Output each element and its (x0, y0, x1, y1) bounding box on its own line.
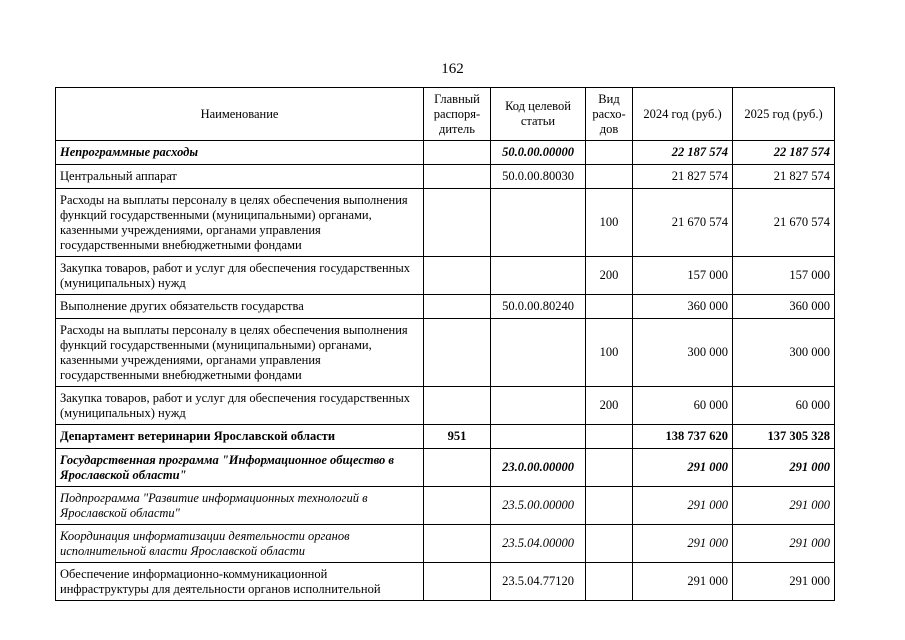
table-row (56, 487, 835, 525)
row-code: 23.5.04.77120 (491, 563, 586, 601)
row-type (586, 525, 633, 563)
row-type (586, 295, 633, 319)
row-2024: 360 000 (633, 295, 733, 319)
row-2024: 157 000 (633, 257, 733, 295)
row-2025: 157 000 (733, 257, 835, 295)
row-manager (424, 295, 491, 319)
row-2025: 291 000 (733, 525, 835, 563)
row-type: 100 (586, 189, 633, 257)
row-2024: 291 000 (633, 563, 733, 601)
row-code (491, 257, 586, 295)
row-2024: 291 000 (633, 487, 733, 525)
table-row (56, 387, 835, 425)
row-2025: 291 000 (733, 563, 835, 601)
header-2025: 2025 год (руб.) (733, 88, 835, 141)
row-type (586, 141, 633, 165)
row-name: Закупка товаров, работ и услуг для обеспечения государственных (муниципальных) нужд (56, 257, 424, 295)
row-name: Обеспечение информационно-коммуникационной инфраструктуры для деятельности органов исполнительной (56, 563, 424, 601)
row-name: Непрограммные расходы (56, 141, 424, 165)
row-type (586, 487, 633, 525)
table-row (56, 189, 835, 257)
row-manager (424, 449, 491, 487)
row-manager (424, 319, 491, 387)
row-code: 23.0.00.00000 (491, 449, 586, 487)
row-code: 50.0.00.00000 (491, 141, 586, 165)
row-name: Центральный аппарат (56, 165, 424, 189)
row-manager (424, 387, 491, 425)
row-manager (424, 257, 491, 295)
row-manager (424, 165, 491, 189)
row-name: Закупка товаров, работ и услуг для обеспечения государственных (муниципальных) нужд (56, 387, 424, 425)
row-2025: 360 000 (733, 295, 835, 319)
row-name: Департамент ветеринарии Ярославской области (56, 425, 424, 449)
header-name: Наименование (56, 88, 424, 141)
row-2024: 21 827 574 (633, 165, 733, 189)
row-code (491, 425, 586, 449)
row-name: Государственная программа "Информационное общество в Ярославской области" (56, 449, 424, 487)
row-2025: 21 827 574 (733, 165, 835, 189)
row-2025: 300 000 (733, 319, 835, 387)
row-2024: 291 000 (633, 525, 733, 563)
row-2024: 291 000 (633, 449, 733, 487)
row-manager (424, 189, 491, 257)
row-code (491, 387, 586, 425)
row-2024: 60 000 (633, 387, 733, 425)
row-2024: 300 000 (633, 319, 733, 387)
row-type (586, 425, 633, 449)
header-2024: 2024 год (руб.) (633, 88, 733, 141)
row-type: 200 (586, 257, 633, 295)
header-code: Код целевой статьи (491, 88, 586, 141)
row-2025: 291 000 (733, 449, 835, 487)
row-2025: 60 000 (733, 387, 835, 425)
header-type: Вид расхо-дов (586, 88, 633, 141)
table-row (56, 525, 835, 563)
row-code: 23.5.04.00000 (491, 525, 586, 563)
row-name: Подпрограмма "Развитие информационных технологий в Ярославской области" (56, 487, 424, 525)
row-type: 200 (586, 387, 633, 425)
row-2025: 291 000 (733, 487, 835, 525)
row-manager (424, 525, 491, 563)
row-type (586, 449, 633, 487)
table-row (56, 257, 835, 295)
budget-table (55, 87, 835, 601)
row-name: Выполнение других обязательств государства (56, 295, 424, 319)
row-manager: 951 (424, 425, 491, 449)
table-row (56, 295, 835, 319)
row-2025: 21 670 574 (733, 189, 835, 257)
row-code (491, 189, 586, 257)
table-row (56, 141, 835, 165)
row-manager (424, 487, 491, 525)
table-row (56, 449, 835, 487)
table-row (56, 425, 835, 449)
row-type (586, 563, 633, 601)
row-code: 50.0.00.80030 (491, 165, 586, 189)
row-name: Координация информатизации деятельности органов исполнительной власти Ярославской области (56, 525, 424, 563)
row-2025: 22 187 574 (733, 141, 835, 165)
table-row (56, 165, 835, 189)
row-type (586, 165, 633, 189)
row-manager (424, 563, 491, 601)
row-code (491, 319, 586, 387)
row-name: Расходы на выплаты персоналу в целях обеспечения выполнения функций государственными (муниципальными) органами, казенными учреждениями, органами управления государственными внебюджетными фондами (56, 319, 424, 387)
row-name: Расходы на выплаты персоналу в целях обеспечения выполнения функций государственными (муниципальными) органами, казенными учреждениями, органами управления государственными внебюджетными фондами (56, 189, 424, 257)
row-2024: 21 670 574 (633, 189, 733, 257)
table-row (56, 319, 835, 387)
row-code: 50.0.00.80240 (491, 295, 586, 319)
row-type: 100 (586, 319, 633, 387)
row-2024: 22 187 574 (633, 141, 733, 165)
row-code: 23.5.00.00000 (491, 487, 586, 525)
table-row (56, 563, 835, 601)
header-manager: Главный распоря-дитель (424, 88, 491, 141)
row-2025: 137 305 328 (733, 425, 835, 449)
table-header-row (56, 88, 835, 141)
row-2024: 138 737 620 (633, 425, 733, 449)
page-number: 162 (441, 61, 464, 77)
row-manager (424, 141, 491, 165)
